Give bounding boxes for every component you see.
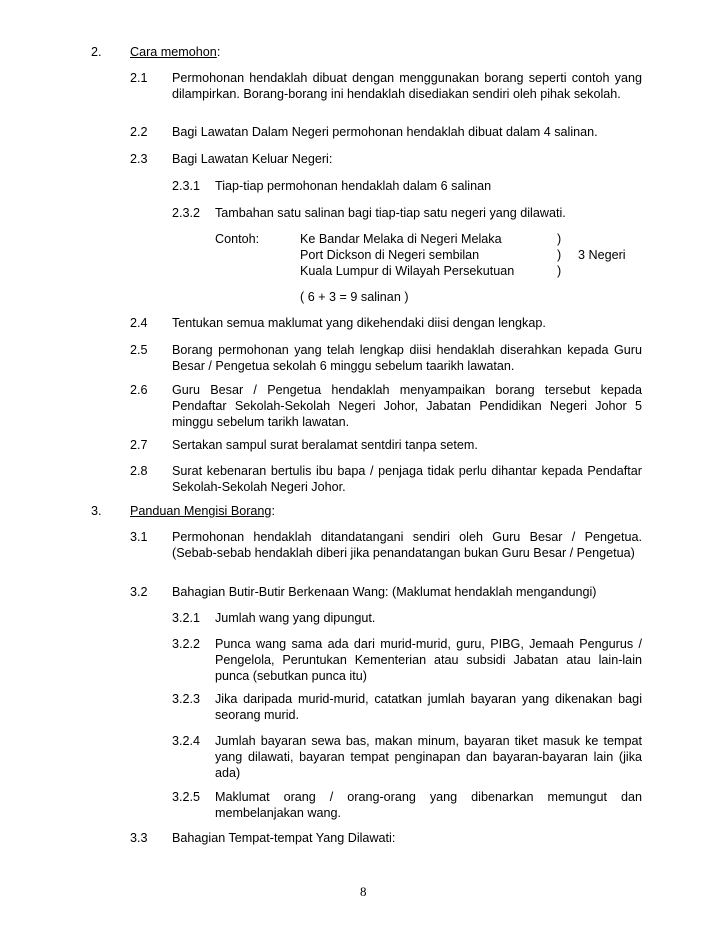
section-3-heading-text: Panduan Mengisi Borang	[130, 504, 272, 518]
example-bracket-1: )	[557, 232, 562, 246]
item-3-2-4-text: Jumlah bayaran sewa bas, makan minum, bayaran tiket masuk ke tempat yang dilawati, bayaran tempat penginapan dan bayaran-bayaran lain (jika ada)	[215, 734, 642, 780]
item-2-8-text: Surat kebenaran bertulis ibu bapa / penjaga tidak perlu dihantar kepada Pendaftar Sekolah-Sekolah Negeri Johor.	[172, 464, 642, 494]
item-3-3-text: Bahagian Tempat-tempat Yang Dilawati:	[172, 831, 396, 845]
section-2-heading-colon: :	[216, 45, 221, 59]
example-line-1: Ke Bandar Melaka di Negeri Melaka	[300, 232, 502, 246]
item-3-2-3-text: Jika daripada murid-murid, catatkan jumlah bayaran yang dikenakan bagi seorang murid.	[215, 692, 642, 722]
example-line-2: Port Dickson di Negeri sembilan	[300, 248, 480, 262]
item-2-3-1-text: Tiap-tiap permohonan hendaklah dalam 6 salinan	[215, 179, 492, 193]
example-bracket-3: )	[557, 264, 562, 278]
item-2-8-number: 2.8	[130, 464, 148, 478]
item-2-3-2-number: 2.3.2	[172, 206, 201, 220]
example-label: Contoh:	[215, 232, 260, 246]
item-3-2-3-number: 3.2.3	[172, 692, 201, 706]
item-2-3-number: 2.3	[130, 152, 148, 166]
item-2-1-text: Permohonan hendaklah dibuat dengan menggunakan borang seperti contoh yang dilampirkan. Borang-borang ini hendaklah disediakan sendiri oleh pihak sekolah.	[172, 71, 642, 101]
section-2-heading-text: Cara memohon	[130, 45, 217, 59]
item-3-1-text: Permohonan hendaklah ditandatangani sendiri oleh Guru Besar / Pengetua. (Sebab-sebab hendaklah diberi jika penandatangan bukan Guru Besar / Pengetua)	[172, 530, 642, 560]
item-2-5-text: Borang permohonan yang telah lengkap diisi hendaklah diserahkan kepada Guru Besar / Pengetua sekolah 6 minggu sebelum taarikh lawatan.	[172, 343, 642, 373]
item-3-2-1-number: 3.2.1	[172, 611, 201, 625]
item-3-2-5-number: 3.2.5	[172, 790, 201, 804]
item-2-7-text: Sertakan sampul surat beralamat sentdiri tanpa setem.	[172, 438, 478, 452]
item-3-2-5-text: Maklumat orang / orang-orang yang dibenarkan memungut dan membelanjakan wang.	[215, 790, 642, 820]
section-3-heading	[130, 503, 275, 519]
item-3-3-number: 3.3	[130, 831, 148, 845]
section-2-heading	[130, 44, 220, 60]
item-3-1-number: 3.1	[130, 530, 148, 544]
item-2-6-text: Guru Besar / Pengetua hendaklah menyampaikan borang tersebut kepada Pendaftar Sekolah-Sekolah Negeri Johor, Jabatan Pendidikan Negeri Johor 5 minggu sebelum tarikh lawatan.	[172, 383, 642, 429]
example-total: 3 Negeri	[578, 248, 626, 262]
item-2-2-number: 2.2	[130, 125, 148, 139]
page-number: 8	[360, 884, 367, 899]
section-2-number: 2.	[91, 45, 102, 59]
item-3-2-number: 3.2	[130, 585, 148, 599]
item-3-2-2-number: 3.2.2	[172, 637, 201, 651]
example-bracket-2: )	[557, 248, 562, 262]
item-3-2-4-number: 3.2.4	[172, 734, 201, 748]
item-3-2-2-text: Punca wang sama ada dari murid-murid, guru, PIBG, Jemaah Pengurus / Pengelola, Peruntukan Kementerian atau subsidi Jabatan atau lain-lain punca (sebutkan punca itu)	[215, 637, 642, 683]
item-2-3-2-text: Tambahan satu salinan bagi tiap-tiap satu negeri yang dilawati.	[215, 206, 566, 220]
example-line-3: Kuala Lumpur di Wilayah Persekutuan	[300, 264, 515, 278]
section-3-heading-colon: :	[271, 504, 275, 518]
item-3-2-1-text: Jumlah wang yang dipungut.	[215, 611, 376, 625]
item-2-5-number: 2.5	[130, 343, 148, 357]
item-2-3-1-number: 2.3.1	[172, 179, 201, 193]
item-2-2-text: Bagi Lawatan Dalam Negeri permohonan hendaklah dibuat dalam 4 salinan.	[172, 125, 598, 139]
item-2-6-number: 2.6	[130, 383, 148, 397]
item-2-4-number: 2.4	[130, 316, 148, 330]
item-2-4-text: Tentukan semua maklumat yang dikehendaki diisi dengan lengkap.	[172, 316, 546, 330]
item-2-3-text: Bagi Lawatan Keluar Negeri:	[172, 152, 333, 166]
example-formula: ( 6 + 3 = 9 salinan )	[300, 290, 409, 304]
item-3-2-text: Bahagian Butir-Butir Berkenaan Wang: (Maklumat hendaklah mengandungi)	[172, 585, 597, 599]
section-3-number: 3.	[91, 504, 102, 518]
item-2-7-number: 2.7	[130, 438, 148, 452]
item-2-1-number: 2.1	[130, 71, 148, 85]
